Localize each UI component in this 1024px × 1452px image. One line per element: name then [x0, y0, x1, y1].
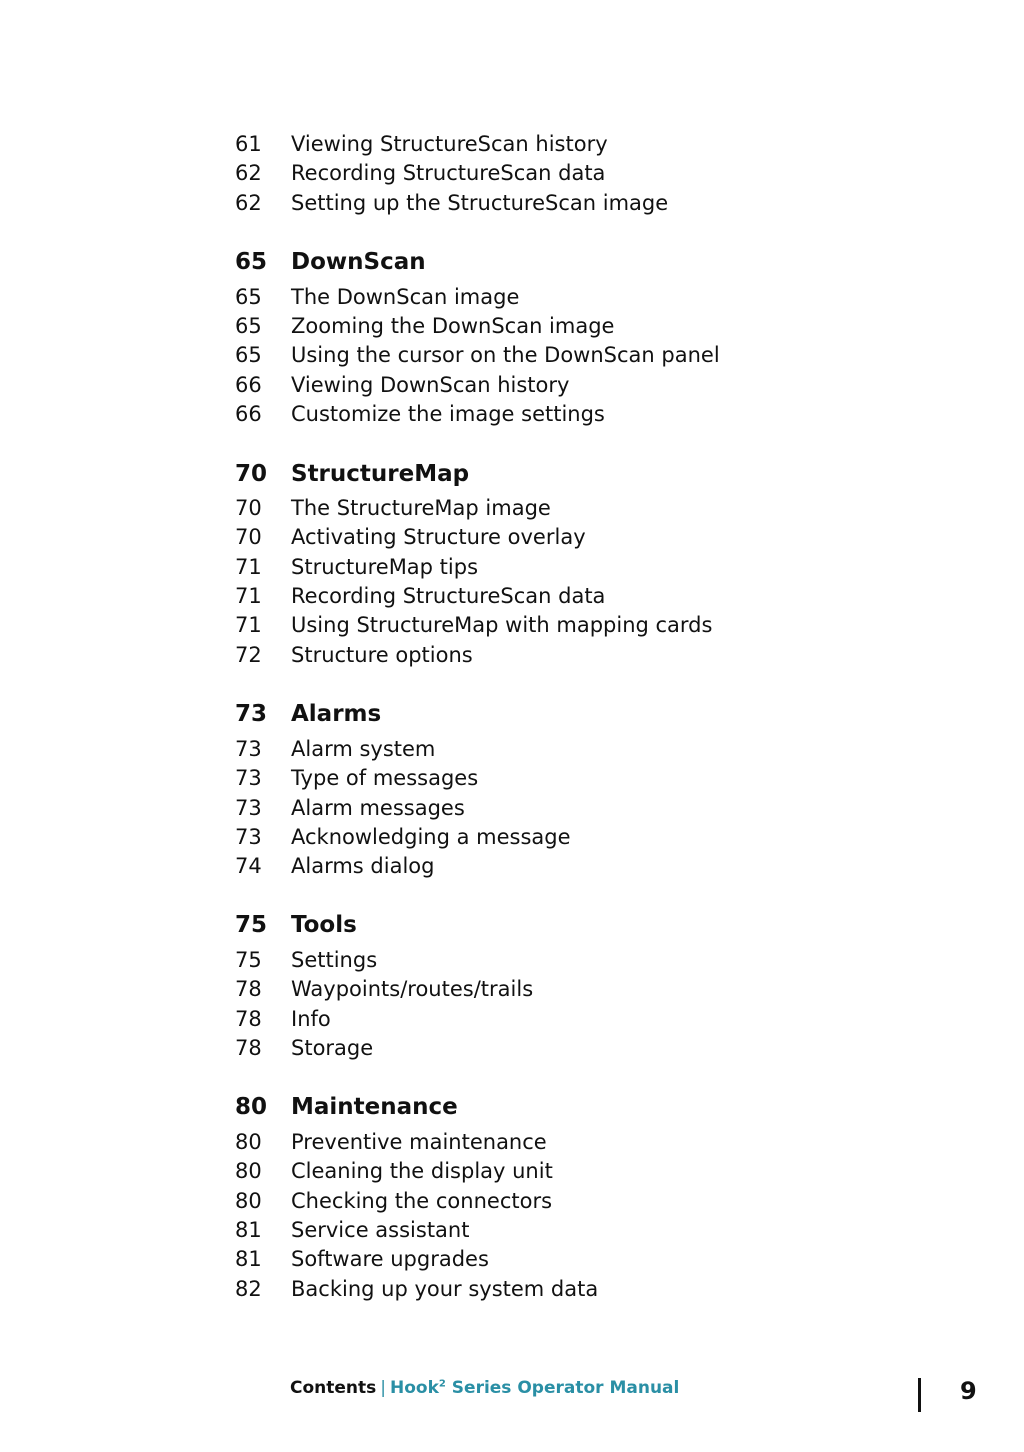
toc-page-number: 75 — [235, 912, 268, 938]
toc-entry-title: Waypoints/routes/trails — [291, 977, 534, 1001]
toc-entry-title: Software upgrades — [291, 1247, 489, 1271]
toc-entry-title: Alarm system — [291, 737, 436, 761]
toc-entry[interactable] — [235, 1274, 598, 1304]
toc-entry[interactable] — [235, 1033, 373, 1063]
toc-entry-title: Checking the connectors — [291, 1189, 553, 1213]
toc-page-number: 78 — [235, 977, 262, 1001]
footer-product-title — [390, 1378, 679, 1398]
toc-page-number: 70 — [235, 525, 262, 549]
toc-entry[interactable] — [235, 493, 551, 523]
toc-entry[interactable] — [235, 158, 605, 188]
toc-entry-title: StructureMap tips — [291, 555, 479, 579]
toc-page-number: 75 — [235, 948, 262, 972]
toc-page-number: 78 — [235, 1007, 262, 1031]
toc-page-number: 73 — [235, 825, 262, 849]
toc-page-number: 65 — [235, 314, 262, 338]
toc-entry-title: Cleaning the display unit — [291, 1159, 553, 1183]
page-number-divider — [918, 1378, 921, 1412]
toc-entry[interactable] — [235, 311, 614, 341]
footer-product-superscript: 2 — [438, 1378, 446, 1390]
toc-section-heading[interactable] — [235, 910, 357, 940]
toc-entry[interactable] — [235, 1127, 547, 1157]
toc-entry-title: Activating Structure overlay — [291, 525, 586, 549]
toc-page-number: 61 — [235, 132, 262, 156]
toc-page-number: 71 — [235, 584, 262, 608]
toc-entry[interactable] — [235, 1215, 469, 1245]
toc-entry-title: Preventive maintenance — [291, 1130, 547, 1154]
toc-page-number: 65 — [235, 249, 268, 275]
toc-entry-title: Settings — [291, 948, 378, 972]
footer-section-label: Contents — [290, 1378, 377, 1398]
toc-page-number: 70 — [235, 496, 262, 520]
page-number: 9 — [960, 1377, 977, 1405]
toc-section-title: Alarms — [291, 701, 382, 727]
toc-page-number: 78 — [235, 1036, 262, 1060]
toc-entry-title: Recording StructureScan data — [291, 584, 606, 608]
toc-entry[interactable] — [235, 974, 533, 1004]
toc-page-number: 74 — [235, 854, 262, 878]
toc-entry-title: Zooming the DownScan image — [291, 314, 615, 338]
toc-page-number: 73 — [235, 701, 268, 727]
toc-page-number: 62 — [235, 161, 262, 185]
toc-entry[interactable] — [235, 734, 435, 764]
toc-entry[interactable] — [235, 945, 377, 975]
toc-entry-title: Customize the image settings — [291, 402, 605, 426]
toc-section-title: StructureMap — [291, 461, 470, 487]
toc-page-number: 80 — [235, 1094, 268, 1120]
footer-product-suffix: Series Operator Manual — [445, 1378, 680, 1398]
toc-page-number: 71 — [235, 555, 262, 579]
toc-entry[interactable] — [235, 552, 478, 582]
toc-entry[interactable] — [235, 793, 465, 823]
toc-page-number: 65 — [235, 285, 262, 309]
toc-section-title: Tools — [291, 912, 357, 938]
toc-entry[interactable] — [235, 851, 434, 881]
toc-section-title: Maintenance — [291, 1094, 458, 1120]
toc-entry-title: The StructureMap image — [291, 496, 551, 520]
toc-page-number: 66 — [235, 373, 262, 397]
toc-page-number: 82 — [235, 1277, 262, 1301]
toc-entry-title: Acknowledging a message — [291, 825, 571, 849]
toc-entry-title: Structure options — [291, 643, 473, 667]
toc-page-number: 80 — [235, 1130, 262, 1154]
toc-page-number: 62 — [235, 191, 262, 215]
toc-entry[interactable] — [235, 522, 586, 552]
footer-product-name: Hook — [390, 1378, 439, 1398]
toc-page-number: 71 — [235, 613, 262, 637]
toc-entry[interactable] — [235, 640, 473, 670]
toc-entry-title: Setting up the StructureScan image — [291, 191, 669, 215]
toc-entry[interactable] — [235, 370, 569, 400]
toc-page-number: 66 — [235, 402, 262, 426]
toc-entry[interactable] — [235, 188, 668, 218]
toc-entry-title: Service assistant — [291, 1218, 470, 1242]
toc-entry-title: Alarm messages — [291, 796, 465, 820]
toc-page-number: 65 — [235, 343, 262, 367]
toc-page-number: 73 — [235, 766, 262, 790]
toc-page-number: 70 — [235, 461, 268, 487]
toc-entry[interactable] — [235, 1244, 489, 1274]
footer-separator: | — [380, 1378, 386, 1398]
toc-page-number: 81 — [235, 1247, 262, 1271]
toc-entry[interactable] — [235, 1156, 553, 1186]
page-footer — [290, 1378, 679, 1398]
toc-section-heading[interactable] — [235, 459, 469, 489]
toc-entry[interactable] — [235, 581, 605, 611]
toc-section-title: DownScan — [291, 249, 426, 275]
toc-entry[interactable] — [235, 340, 720, 370]
toc-page-number: 81 — [235, 1218, 262, 1242]
toc-entry[interactable] — [235, 1186, 552, 1216]
toc-entry[interactable] — [235, 822, 571, 852]
toc-entry[interactable] — [235, 399, 605, 429]
toc-entry[interactable] — [235, 610, 712, 640]
toc-entry-title: Alarms dialog — [291, 854, 435, 878]
toc-page-number: 80 — [235, 1189, 262, 1213]
toc-entry-title: Using the cursor on the DownScan panel — [291, 343, 720, 367]
toc-page-number: 72 — [235, 643, 262, 667]
toc-page-number: 73 — [235, 796, 262, 820]
toc-section-heading[interactable] — [235, 247, 426, 277]
toc-page-number: 80 — [235, 1159, 262, 1183]
toc-entry[interactable] — [235, 763, 478, 793]
toc-entry-title: Type of messages — [291, 766, 479, 790]
toc-entry-title: Recording StructureScan data — [291, 161, 606, 185]
toc-entry-title: Info — [291, 1007, 331, 1031]
toc-page-number: 73 — [235, 737, 262, 761]
toc-section-heading[interactable] — [235, 699, 381, 729]
toc-entry-title: Using StructureMap with mapping cards — [291, 613, 713, 637]
toc-entry[interactable] — [235, 1004, 331, 1034]
toc-entry[interactable] — [235, 282, 519, 312]
toc-entry-title: Viewing DownScan history — [291, 373, 570, 397]
toc-entry[interactable] — [235, 129, 608, 159]
toc-entry-title: Viewing StructureScan history — [291, 132, 608, 156]
toc-section-heading[interactable] — [235, 1092, 458, 1122]
toc-entry-title: The DownScan image — [291, 285, 520, 309]
toc-entry-title: Backing up your system data — [291, 1277, 599, 1301]
toc-entry-title: Storage — [291, 1036, 374, 1060]
